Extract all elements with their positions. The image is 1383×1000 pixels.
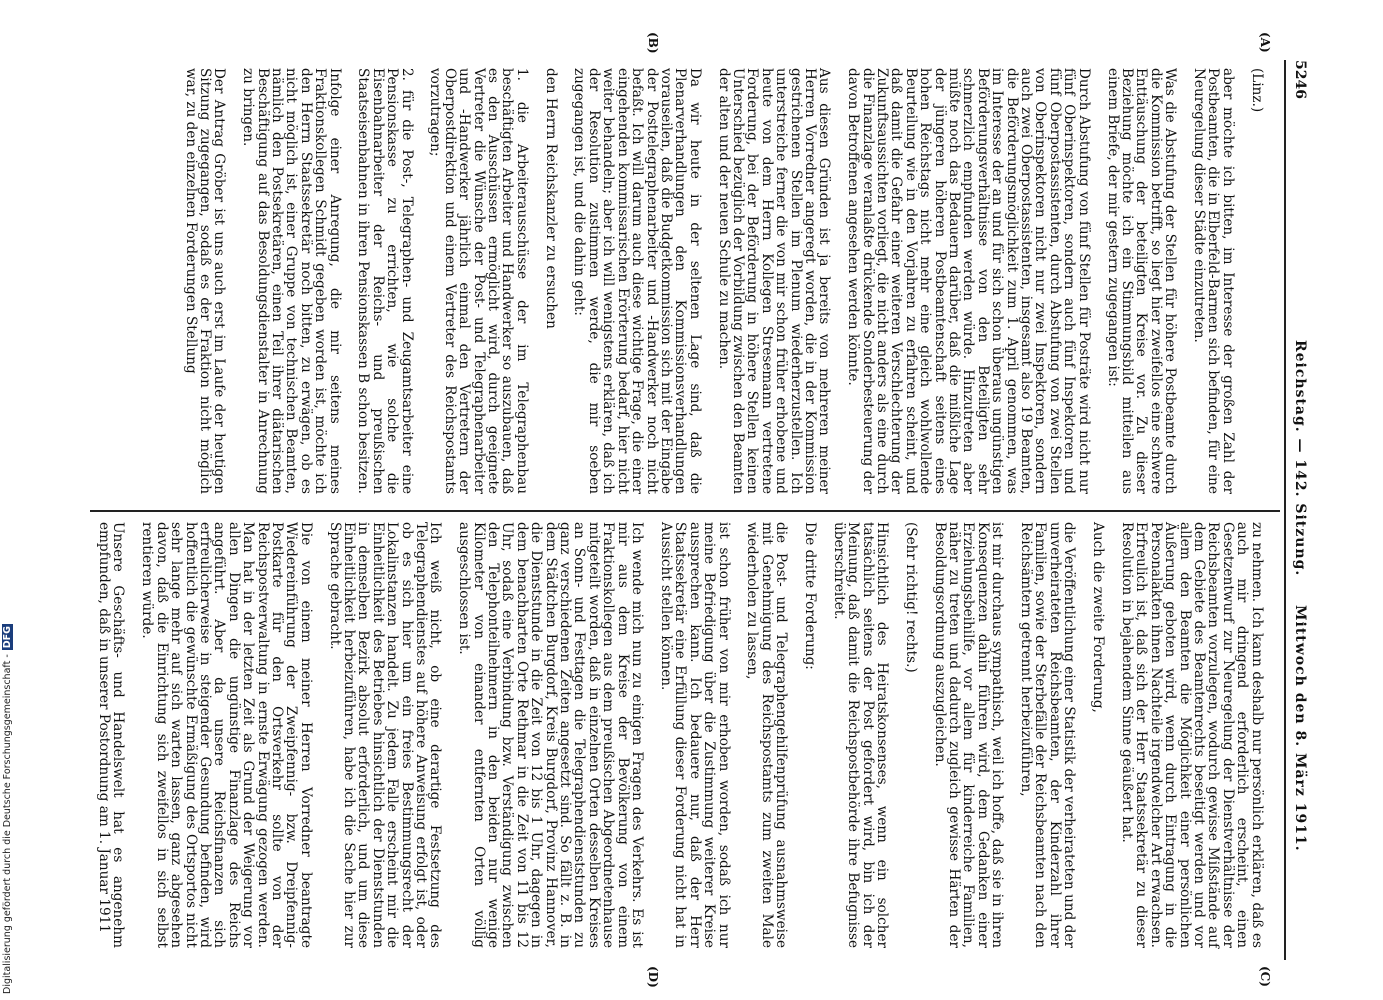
rotated-page-content [70, 32, 1310, 988]
paragraph: die Veröffentlichung einer Statistik der verheirateten und der unverheirateten Reichsbeamten, der Kinderzahl ihrer Familien, sowie der Sterbefälle der Reichsbeamten nach den Reichsämtern getrennt herbeizuführen, [1018, 522, 1078, 948]
paragraph: Infolge einer Anregung, die mir seitens meines Fraktionskollegen Schmidt gegeben worden ist, möchte ich den Herrn Staatssekretär noch bitten, zu erwägen, ob es nicht möglich ist, einer Gruppe von technischen Beamten, nämlich den Postsekretären, einen Teil ihrer diätarischen Beschäftigung auf das Besoldungsdienstalter in Anrechnung zu bringen. [240, 68, 343, 494]
margin-letter-d: (D) [646, 966, 660, 988]
paragraph: Die dritte Forderung: [802, 522, 818, 670]
paragraph: (Sehr richtig! rechts.) [902, 522, 919, 673]
page-number: 5246 [1292, 60, 1308, 99]
funding-footer [0, 604, 18, 1000]
session-date: Mittwoch den 8. März 1911. [1292, 605, 1308, 852]
paragraph: Hinsichtlich des Heiratskonsenses, wenn ein solcher tatsächlich seitens der Post gefordert wird, bin ich der Meinung, daß damit die Reichspostbehörde ihre Befugnisse überschreitet. [830, 522, 891, 948]
header-rule [1284, 60, 1286, 960]
funding-text: Digitalisierung gefördert durch die Deutsche Forschungsgemeinschaft - [2, 654, 13, 994]
margin-letter-b: (B) [646, 32, 660, 54]
paragraph: ist schon früher von mir erhoben worden, sodaß ich nur meine Befriedigung über die Zustimmung weiterer Kreise aussprechen kann. Ich bedauere nur, daß der Herr Staatssekretär eine Erfüllung dieser Forderung nicht hat in Aussicht stellen können. [657, 522, 732, 948]
paragraph: Durch Abstufung von fünf Stellen für Posträte wird nicht nur fünf Oberinspektoren, sondern auch fünf Inspektoren und fünf Oberpostassistenten, durch Abstufung von zwei Stellen von Oberinspektoren nicht nur zwei Inspektoren, sondern auch zwei Oberpostassistenten, insgesamt also 19 Beamten, die Beförderungsmöglichkeit zum 1. April genommen, was im Interesse der an und für sich schon überaus ungünstigen Beförderungsverhältnisse von den Beteiligten sehr schmerzlich empfunden werden würde. Hinzutreten aber müßte noch das Bedauern darüber, daß die mißliche Lage der jüngeren höheren Postbeamtenschaft seitens eines hohen Reichstags nicht mehr eine gleich wohlwollende Beurteilung wie in den Vorjahren zu erfahren scheint, und daß damit die Gefahr einer weiteren Verschlechterung der Zukunftsaussichten vorliegt, die nicht anders als eine durch die Finanzlage veranlaßte drückende Sonderbesteuerung der davon Betroffenen angesehen werden könnte. [845, 68, 1092, 494]
right-text-column [82, 522, 1278, 948]
column-divider [90, 510, 1280, 512]
paragraph: Was die Abstufung der Stellen für höhere Postbeamte durch die Kommission betrifft, so liegt hier zweifellos eine schwere Enttäuschung der beteiligten Kreise vor. Zu dieser Beziehung möchte ich ein Stimmungsbild mitteilen aus einem Briefe, der mir gestern zugegangen ist: [1104, 68, 1179, 494]
page-title: Reichstag. — 142. Sitzung. [1292, 340, 1308, 577]
paragraph: 2. für die Post-, Telegraphen- und Zeugamtsarbeiter eine Pensionskasse zu errichten, wie solche die Eisenbahnarbeiter der Reichs- und preußischen Staatseisenbahnen in ihren Pensionskassen B schon besitzen. [355, 68, 415, 494]
paragraph: (Linz.) [1248, 68, 1265, 113]
margin-letter-a: (A) [1258, 32, 1272, 53]
margin-letter-c: (C) [1258, 966, 1272, 987]
paragraph: zu nehmen. Ich kann deshalb nur persönlich erklären, daß es auch mir dringend erforderlich erscheint, einen Gesetzentwurf zur Neuregelung der Dienstverhältnisse der Reichsbeamten vorzulegen, wodurch gewisse Mißstände auf dem Gebiete des Beamtenrechts beseitigt werden und vor allem den Beamten die Möglichkeit einer persönlichen Äußerung geboten wird, wenn durch Eintragung in die Personalakten ihnen Nachteile irgendwelcher Art erwachsen. Erfreulich ist, daß sich der Herr Staatssekretär zu dieser Resolution in bejahendem Sinne geäußert hat. [1118, 522, 1265, 948]
dfg-logo: DFG [2, 626, 13, 649]
paragraph: Die von einem meiner Herren Vorredner beantragte Wiedereinführung der Zweipfennig- bzw. Dreipfennig-Postkarte für den Ortsverkehr sollte von der Reichspostverwaltung in ernste Erwägung gezogen werden. Man hat in der letzten Zeit als Grund der Weigerung vor allen Dingen die ungünstige Finanzlage des Reichs angeführt. Aber da unsere Reichsfinanzen sich erfreulicherweise in steigender Gesundung befinden, wird hoffentlich die gewünschte Ermäßigung des Ortsportos nicht sehr lange mehr auf sich warten lassen, ganz abgesehen davon, daß die Einrichtung sich zweifellos in sich selbst rentieren würde. [139, 522, 314, 948]
paragraph: Ich weiß nicht, ob eine derartige Festsetzung des Telegraphendienstes auf höhere Anweisung erfolgt ist, oder ob es sich hier um ein freies Bestimmungsrecht der Lokalinstanzen handelt. Zu jedem Falle erscheint mir die Einheitlichkeit des Betriebes hinsichtlich der Dienststunden in demselben Bezirk absolut erforderlich, und um diese Einheitlichkeit herbeizuführen, habe ich die Sache hier zur Sprache gebracht. [326, 522, 444, 948]
paragraph: die Post- und Telegraphengehilfenprüfung ausnahmsweise mit Genehmigung des Reichspostamts zum zweiten Male wiederholen zu lassen, [744, 522, 790, 948]
paragraph: Unsere Geschäfts- und Handelswelt hat es angenehm empfunden, daß in unserer Postordnung am 1. Januar 1911 [96, 522, 127, 948]
paragraph: Da wir heute in der seltenen Lage sind, daß die Plenarverhandlungen den Kommissionsverhandlungen vorauseilen, daß die Budgetkommission sich mit der Eingabe der Posttelegraphenarbeiter und -Handwerker noch nicht befaßt. Ich will darum auch diese wichtige Frage, die einer eingehenden kommissarischen Erörterung bedarf, hier nicht weiter behandeln; aber ich will wenigstens erklären, daß ich der Resolution zustimmen werde, die mir soeben zugegangen ist, und die dahin geht: [571, 68, 703, 494]
paragraph: Aus diesen Gründen ist ja bereits von mehreren meiner Herren Vorredner angeregt worden, die in der Kommission gestrichenen Stellen im Plenum wiederherzustellen. Ich unterstreiche ferner die von mir schon früher erhobene und heute von dem Herrn Kollegen Stresemann vertretene Forderung, bei der Beförderung in höhere Stellen keinen Unterschied bezüglich der Vorbildung zwischen den Beamten der alten und der neuen Schule zu machen. [715, 68, 833, 494]
paragraph: Auch die zweite Forderung, [1090, 522, 1107, 713]
paragraph: Der Antrag Gröber ist uns auch erst im Laufe der heutigen Sitzung zugegangen, sodaß es der Fraktion nicht möglich war, zu den einzelnen Forderungen Stellung [182, 68, 228, 494]
funding-note [2, 614, 16, 994]
paragraph: den Herrn Reichskanzler zu ersuchen [542, 68, 559, 329]
paragraph: 1. die Arbeiterausschüsse der im Telegraphenbau beschäftigten Arbeiter und Handwerker so auszubauen, daß es den Ausschüssen ermöglicht wird, durch geeignete Vertreter die Wünsche der Post- und Telegraphenarbeiter und -Handwerker jährlich einmal den Vertretern der Oberpostdirektion und einem Vertreter des Reichspostamts vorzutragen; [427, 68, 530, 494]
page-header [1286, 60, 1310, 960]
left-text-column [169, 68, 1278, 494]
paragraph: Ich wende mich nun zu einigen Fragen des Verkehrs. Es ist mir aus dem Kreise der Bevölkerung von einem Fraktionskollegen aus dem preußischen Abgeordnetenhause mitgeteilt worden, daß in einzelnen Orten desselben Kreises an Sonn- und Festtagen die Telegraphendienststunden zu ganz verschiedenen Zeiten angesetzt sind. So fällt z. B. in dem Städtchen Burgdorf, Kreis Burgdorf, Provinz Hannover, die Dienststunde in die Zeit von 12 bis 1 Uhr, dagegen in dem benachbarten Orte Rethmar in die Zeit von 11 bis 12 Uhr, sodaß eine Verbindung bzw. Verständigung zwischen den Telephonteilnehmern in den beiden nur wenige Kilometer von einander entfernten Orten völlig ausgeschlossen ist. [456, 522, 646, 948]
paragraph: aber möchte ich bitten, im Interesse der großen Zahl der Postbeamten, die in Elberfeld-Barmen sich befinden, für eine Neuregelung dieser Städte einzutreten. [1190, 68, 1236, 494]
paragraph: ist mir durchaus sympathisch, weil ich hoffe, daß sie in ihren Konsequenzen dahin führen wird, dem Gedanken einer Erziehungsbeihilfe, vor allem für kinderreiche Familien, näher zu treten und dadurch zugleich gewisse Härten der Besoldungsordnung auszugleichen. [931, 522, 1006, 948]
